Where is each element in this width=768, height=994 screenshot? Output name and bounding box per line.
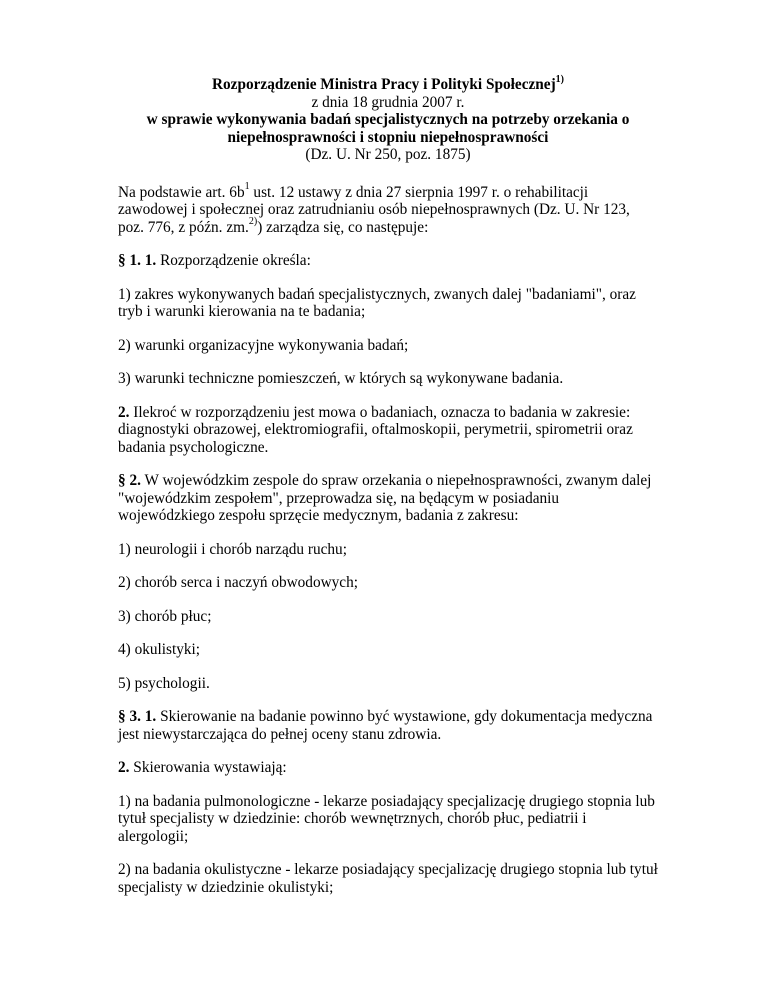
- regulation-title: [118, 73, 658, 94]
- intro-text-1: Na podstawie art. 6b: [118, 183, 245, 201]
- section-3-paragraph-2: [118, 759, 658, 777]
- document-header: [118, 73, 658, 164]
- section-2-item-2: 2) chorób serca i naczyń obwodowych;: [118, 574, 358, 591]
- document-page: [118, 73, 658, 912]
- regulation-source: (Dz. U. Nr 250, poz. 1875): [305, 146, 471, 163]
- intro-text-2: ust. 12 ustawy z dnia 27 sierpnia 1997 r. o rehabilitacji zawodowej i społecznej oraz zatrudnianiu osób niepełnosprawnych (Dz. U. Nr 123, poz. 776, z późn. zm.: [118, 183, 630, 236]
- regulation-subject-line-2: niepełnosprawności i stopniu niepełnosprawności: [227, 128, 549, 146]
- section-1-item-2: 2) warunki organizacyjne wykonywania badań;: [118, 336, 409, 354]
- footnote-ref-1: 1): [555, 73, 565, 85]
- regulation-title-text: Rozporządzenie Ministra Pracy i Polityki Społecznej: [211, 76, 556, 93]
- section-2-item-1: 1) neurologii i chorób narządu ruchu;: [118, 540, 347, 558]
- section-2-text: W wojewódzkim zespole do spraw orzekania o niepełnosprawności, zwanym dalej "wojewódzkim zespołem", przeprowadza się, na będącym w posiadaniu wojewódzkiego zespołu sprzęcie medycznym, badania z zakresu:: [118, 472, 652, 524]
- section-1-paragraph-2: [118, 404, 658, 457]
- footnote-ref-art: 1: [244, 181, 250, 193]
- section-1-paragraph-2-text: Ilekroć w rozporządzeniu jest mowa o badaniach, oznacza to badania w zakresie: diagnostyki obrazowej, elektromiografii, oftalmoskopii, perymetrii, spirometrii oraz badania psychologiczne.: [118, 403, 633, 456]
- section-2-label: § 2.: [118, 472, 141, 489]
- section-2-item-5: 5) psychologii.: [118, 674, 210, 692]
- section-3-paragraph-2-text: Skierowania wystawiają:: [129, 759, 287, 776]
- section-2-item-4: 4) okulistyki;: [118, 641, 201, 658]
- section-3-label: § 3. 1.: [118, 708, 157, 725]
- section-1-item-1: 1) zakres wykonywanych badań specjalistycznych, zwanych dalej "badaniami", oraz tryb i warunki kierowania na te badania;: [118, 285, 636, 320]
- section-3-paragraph-2-label: 2.: [118, 759, 130, 776]
- section-3-text: Skierowanie na badanie powinno być wystawione, gdy dokumentacja medyczna jest niewystarczająca do pełnej oceny stanu zdrowia.: [118, 708, 653, 743]
- section-1-paragraph-2-label: 2.: [118, 403, 130, 421]
- section-1-label: § 1. 1.: [118, 252, 157, 269]
- section-1-item-3: 3) warunki techniczne pomieszczeń, w których są wykonywane badania.: [118, 370, 564, 387]
- section-1-heading: [118, 252, 658, 270]
- regulation-date: z dnia 18 grudnia 2007 r.: [311, 93, 465, 111]
- footnote-ref-2: 2): [248, 216, 258, 228]
- section-2-item-3: 3) chorób płuc;: [118, 607, 212, 625]
- section-3-item-2: 2) na badania okulistyczne - lekarze posiadający specjalizację drugiego stopnia lub tytuł specjalisty w dziedzinie okulistyki;: [118, 861, 658, 896]
- section-3-heading: [118, 708, 658, 743]
- regulation-subject-line-1: w sprawie wykonywania badań specjalistycznych na potrzeby orzekania o: [146, 111, 630, 128]
- intro-paragraph: [118, 181, 658, 237]
- intro-text-3: ) zarządza się, co następuje:: [257, 218, 429, 236]
- section-1-text: Rozporządzenie określa:: [156, 252, 311, 269]
- section-3-item-1: 1) na badania pulmonologiczne - lekarze posiadający specjalizację drugiego stopnia lub tytuł specjalisty w dziedzinie: chorób wewnętrznych, chorób płuc, pediatrii i alergologii;: [118, 792, 655, 845]
- section-2-heading: [118, 472, 658, 525]
